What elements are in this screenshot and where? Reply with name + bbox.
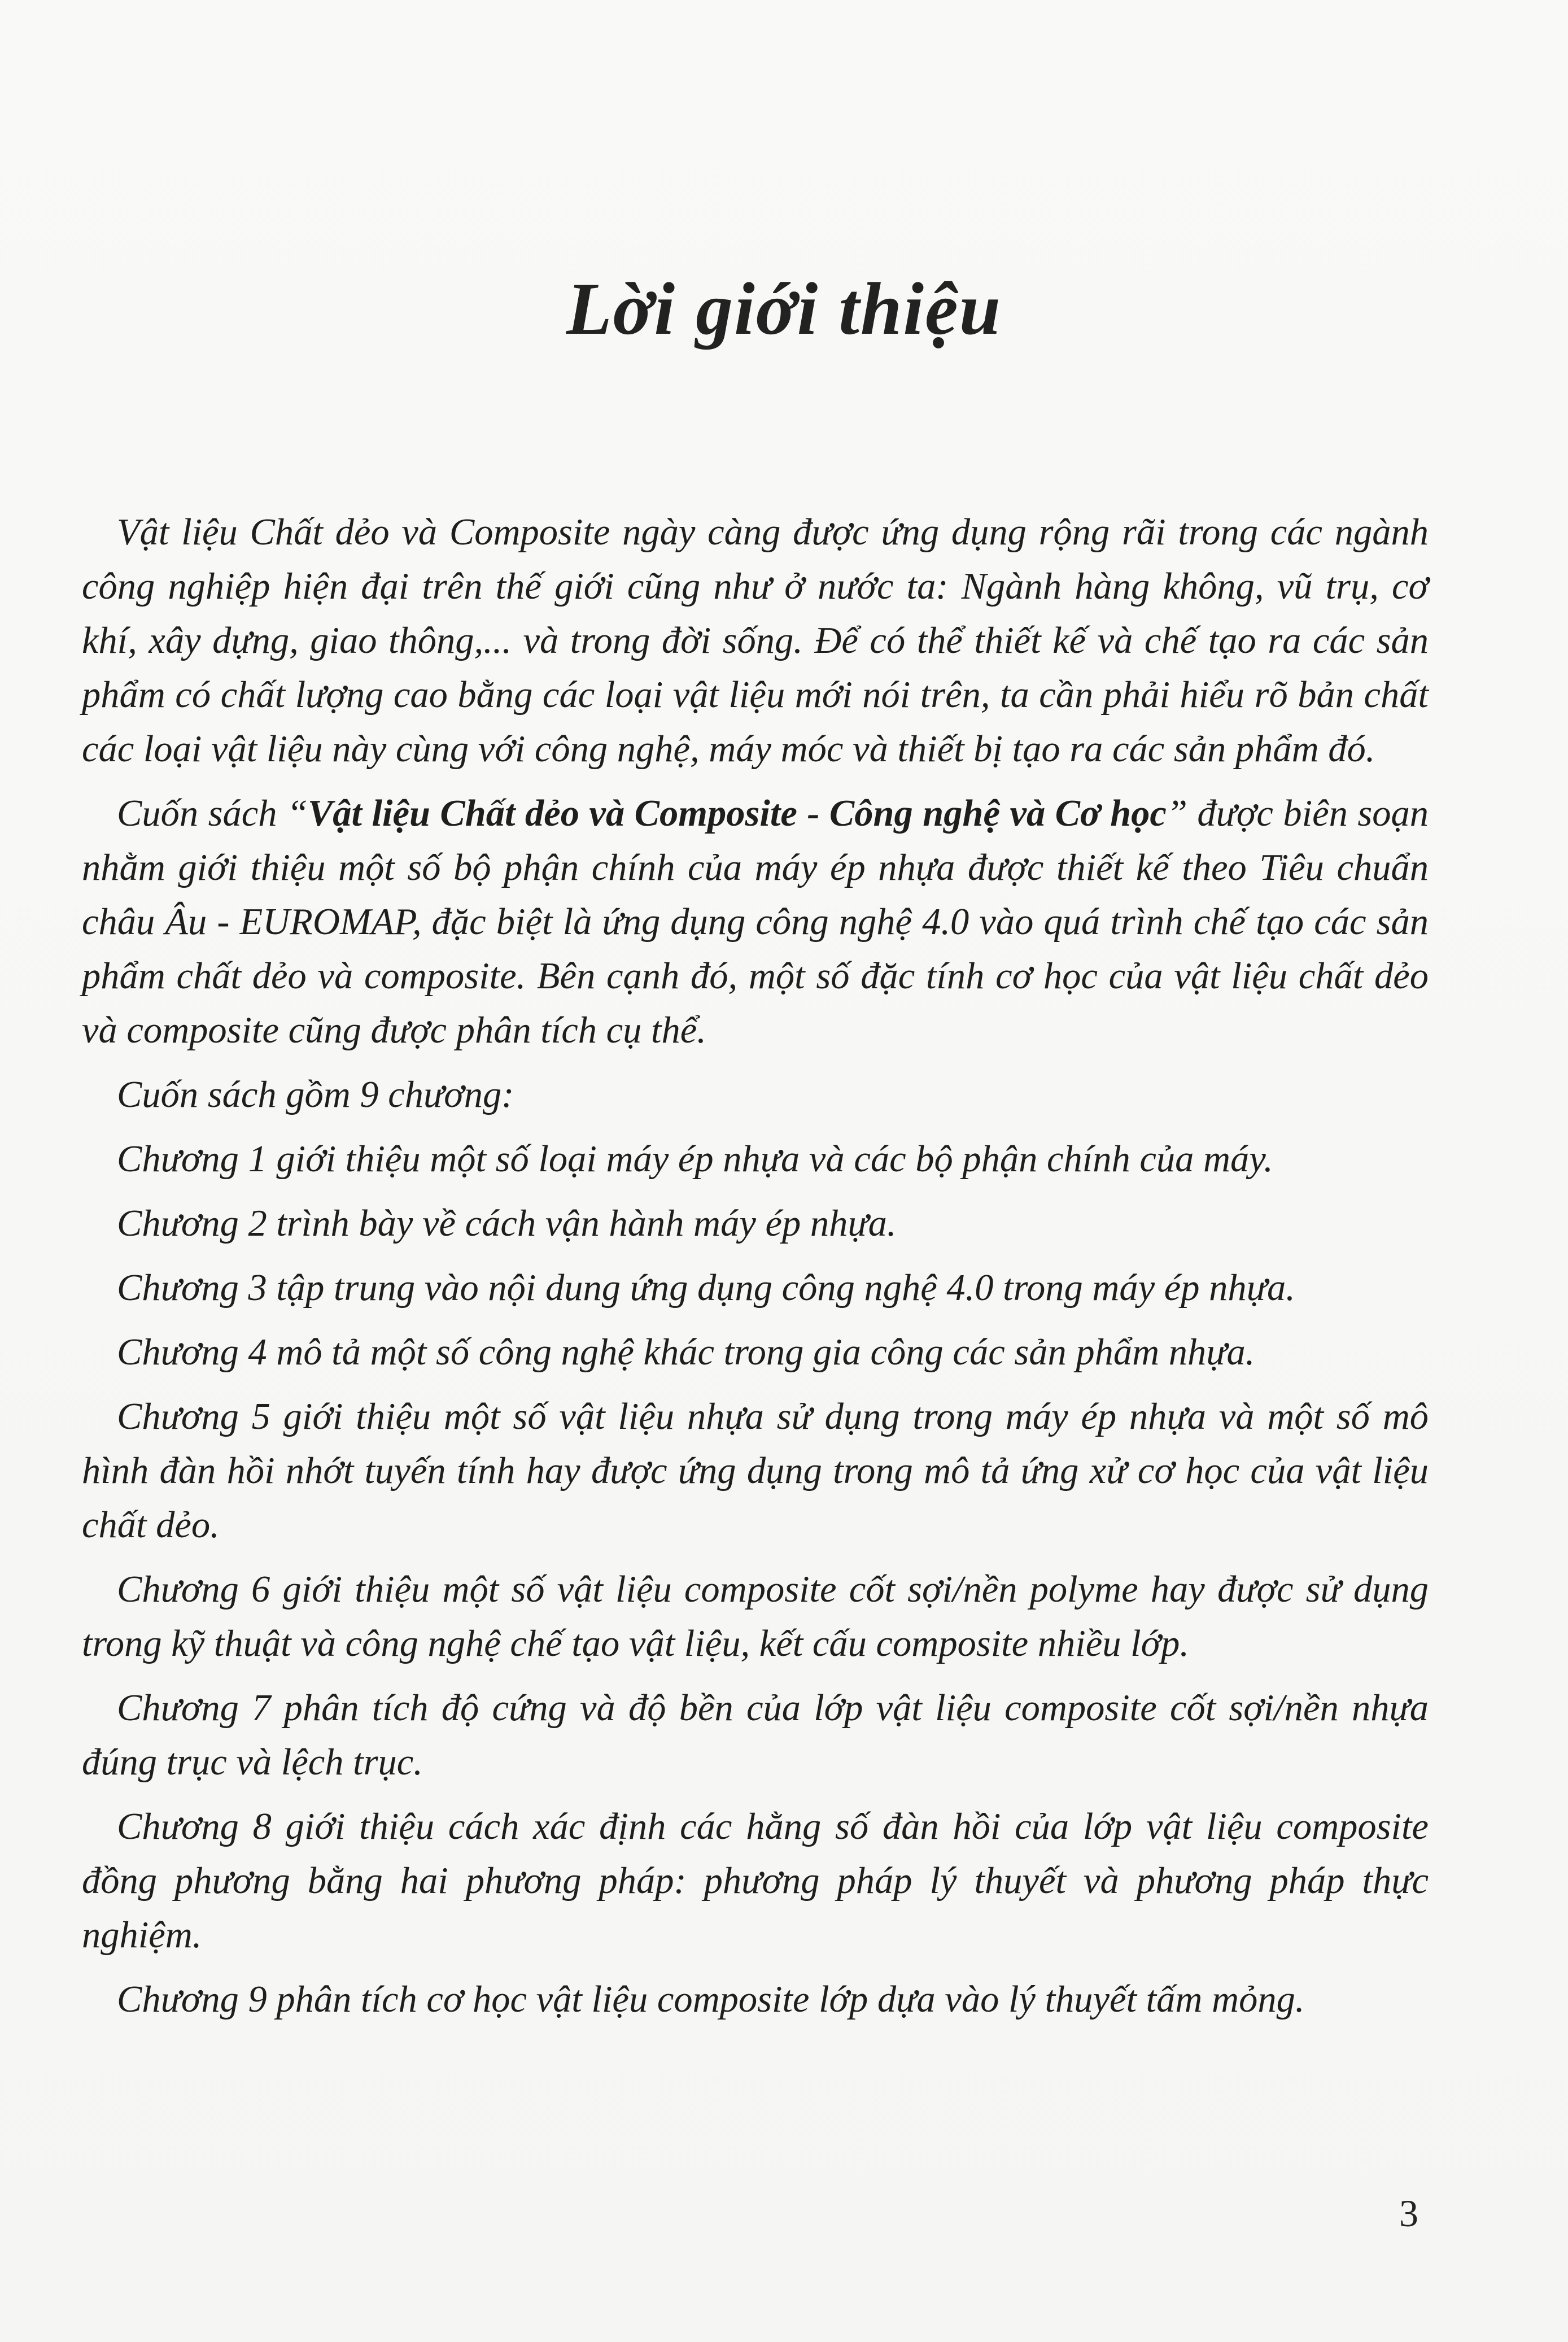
paragraph-chapter-5: Chương 5 giới thiệu một số vật liệu nhựa sử dụng trong máy ép nhựa và một số mô hình đàn hồi nhớt tuyến tính hay được ứng dụng trong mô tả ứng xử cơ học của vật liệu chất dẻo. <box>82 1396 1429 1546</box>
paragraph-chapter-9: Chương 9 phân tích cơ học vật liệu composite lớp dựa vào lý thuyết tấm mỏng. <box>117 1979 1305 2020</box>
paragraph-chapter-7: Chương 7 phân tích độ cứng và độ bền của lớp vật liệu composite cốt sợi/nền nhựa đúng trục và lệch trục. <box>82 1687 1429 1783</box>
paragraph-intro: Vật liệu Chất dẻo và Composite ngày càng được ứng dụng rộng rãi trong các ngành công nghiệp hiện đại trên thế giới cũng như ở nước ta: Ngành hàng không, vũ trụ, cơ khí, xây dựng, giao thông,... và trong đời sống. Để có thể thiết kế và chế tạo ra các sản phẩm có chất lượng cao bằng các loại vật liệu mới nói trên, ta cần phải hiểu rõ bản chất các loại vật liệu này cùng với công nghệ, máy móc và thiết bị tạo ra các sản phẩm đó. <box>82 512 1429 770</box>
paragraph-chapter-4: Chương 4 mô tả một số công nghệ khác trong gia công các sản phẩm nhựa. <box>117 1332 1255 1373</box>
paragraph-chapter-8: Chương 8 giới thiệu cách xác định các hằng số đàn hồi của lớp vật liệu composite đồng phương bằng hai phương pháp: phương pháp lý thuyết và phương pháp thực nghiệm. <box>82 1806 1429 1956</box>
book-title: Vật liệu Chất dẻo và Composite - Công nghệ và Cơ học <box>307 793 1167 834</box>
paragraph-chapter-count: Cuốn sách gồm 9 chương: <box>117 1074 514 1115</box>
book-description-lead: Cuốn sách “ <box>117 793 308 834</box>
paragraph-chapter-6: Chương 6 giới thiệu một số vật liệu composite cốt sợi/nền polyme hay được sử dụng trong kỹ thuật và công nghệ chế tạo vật liệu, kết cấu composite nhiều lớp. <box>82 1569 1429 1664</box>
paragraph-chapter-2: Chương 2 trình bày về cách vận hành máy ép nhựa. <box>117 1203 897 1244</box>
paragraph-chapter-3: Chương 3 tập trung vào nội dung ứng dụng công nghệ 4.0 trong máy ép nhựa. <box>117 1267 1295 1309</box>
book-description-rest: ” được biên soạn nhằm giới thiệu một số bộ phận chính của máy ép nhựa được thiết kế theo Tiêu chuẩn châu Âu - EUROMAP, đặc biệt là ứng dụng công nghệ 4.0 vào quá trình chế tạo các sản phẩm chất dẻo và composite. Bên cạnh đó, một số đặc tính cơ học của vật liệu chất dẻo và composite cũng được phân tích cụ thể. <box>82 793 1429 1051</box>
paragraph-chapter-1: Chương 1 giới thiệu một số loại máy ép nhựa và các bộ phận chính của máy. <box>117 1139 1273 1180</box>
page-number: 3 <box>1399 2192 1418 2235</box>
paragraph-book-description <box>82 787 1429 1058</box>
page-title: Lời giới thiệu <box>566 267 1002 350</box>
body-text <box>82 505 1429 2037</box>
